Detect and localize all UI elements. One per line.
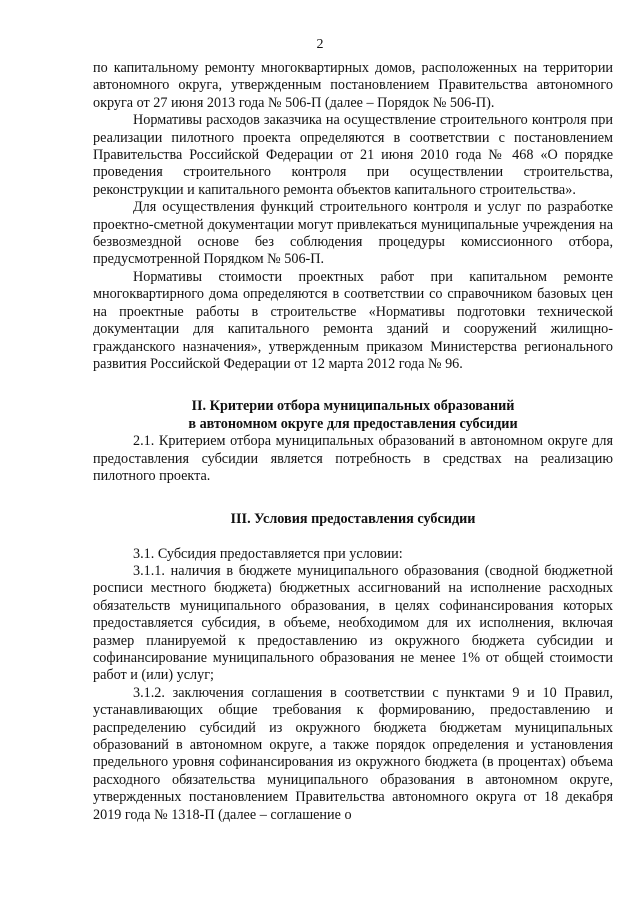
page-number: 2 <box>316 37 324 52</box>
section-3-heading: III. Условия предоставления субсидии <box>230 510 476 527</box>
section-2-heading <box>93 397 613 433</box>
paragraph-intro-continuation: по капитальному ремонту многоквартирных домов, расположенных на территории автономного округа, утвержденным постановлением Правительства автономного округа от 27 июня 2013 года № 506-П (далее – Порядок № 506-П). <box>93 60 613 111</box>
paragraph-3-1-2: 3.1.2. заключения соглашения в соответствии с пунктами 9 и 10 Правил, устанавливающих общие требования к формированию, предоставлению и распределению субсидий из окружного бюджета бюджетам муниципальных образований в автономном округе, а также порядок определения и установления предельного уровня софинансирования из окружного бюджета (в процентах) объема расходного обязательства муниципального образования в автономном округе, утвержденных постановлением Правительства автономного округа от 18 декабря 2019 года № 1318-П (далее – соглашение о <box>93 684 613 823</box>
paragraph-design-cost-norms: Нормативы стоимости проектных работ при капитальном ремонте многоквартирного дома определяются в соответствии со справочником базовых цен на проектные работы в строительстве «Нормативы подготовки технической документации для капитального ремонта зданий и сооружений жилищно-гражданского назначения», утвержденным приказом Министерства регионального развития Российской Федерации от 12 марта 2012 года № 96. <box>93 268 613 372</box>
section-2-heading-line-1: II. Критерии отбора муниципальных образований <box>191 398 515 415</box>
section-2-heading-line-2: в автономном округе для предоставления субсидии <box>188 416 518 433</box>
paragraph-3-1-1: 3.1.1. наличия в бюджете муниципального образования (сводной бюджетной росписи местного бюджета) бюджетных ассигнований на исполнение расходных обязательств муниципального образования, в целях софинансирования которых предоставляется субсидия, в объеме, необходимом для их исполнения, включая размер планируемой к предоставлению из окружного бюджета субсидии и софинансирование муниципального образования не менее 1% от общей стоимости работ и (или) услуг; <box>93 562 613 684</box>
paragraph-3-1: 3.1. Субсидия предоставляется при условии: <box>133 545 403 562</box>
paragraph-municipal-institutions: Для осуществления функций строительного контроля и услуг по разработке проектно-сметной документации могут привлекаться муниципальные учреждения на безвозмездной основе без соблюдения процедуры комиссионного отбора, предусмотренной Порядком № 506-П. <box>93 199 613 268</box>
paragraph-2-1: 2.1. Критерием отбора муниципальных образований в автономном округе для предоставления субсидии является потребность в средствах на реализацию пилотного проекта. <box>93 433 613 485</box>
document-body <box>93 60 613 824</box>
paragraph-construction-control-norms: Нормативы расходов заказчика на осуществление строительного контроля при реализации пилотного проекта определяются в соответствии с постановлением Правительства Российской Федерации от 21 июня 2010 года № 468 «О порядке проведения строительного контроля при осуществлении строительства, реконструкции и капитального ремонта объектов капитального строительства». <box>93 112 613 198</box>
